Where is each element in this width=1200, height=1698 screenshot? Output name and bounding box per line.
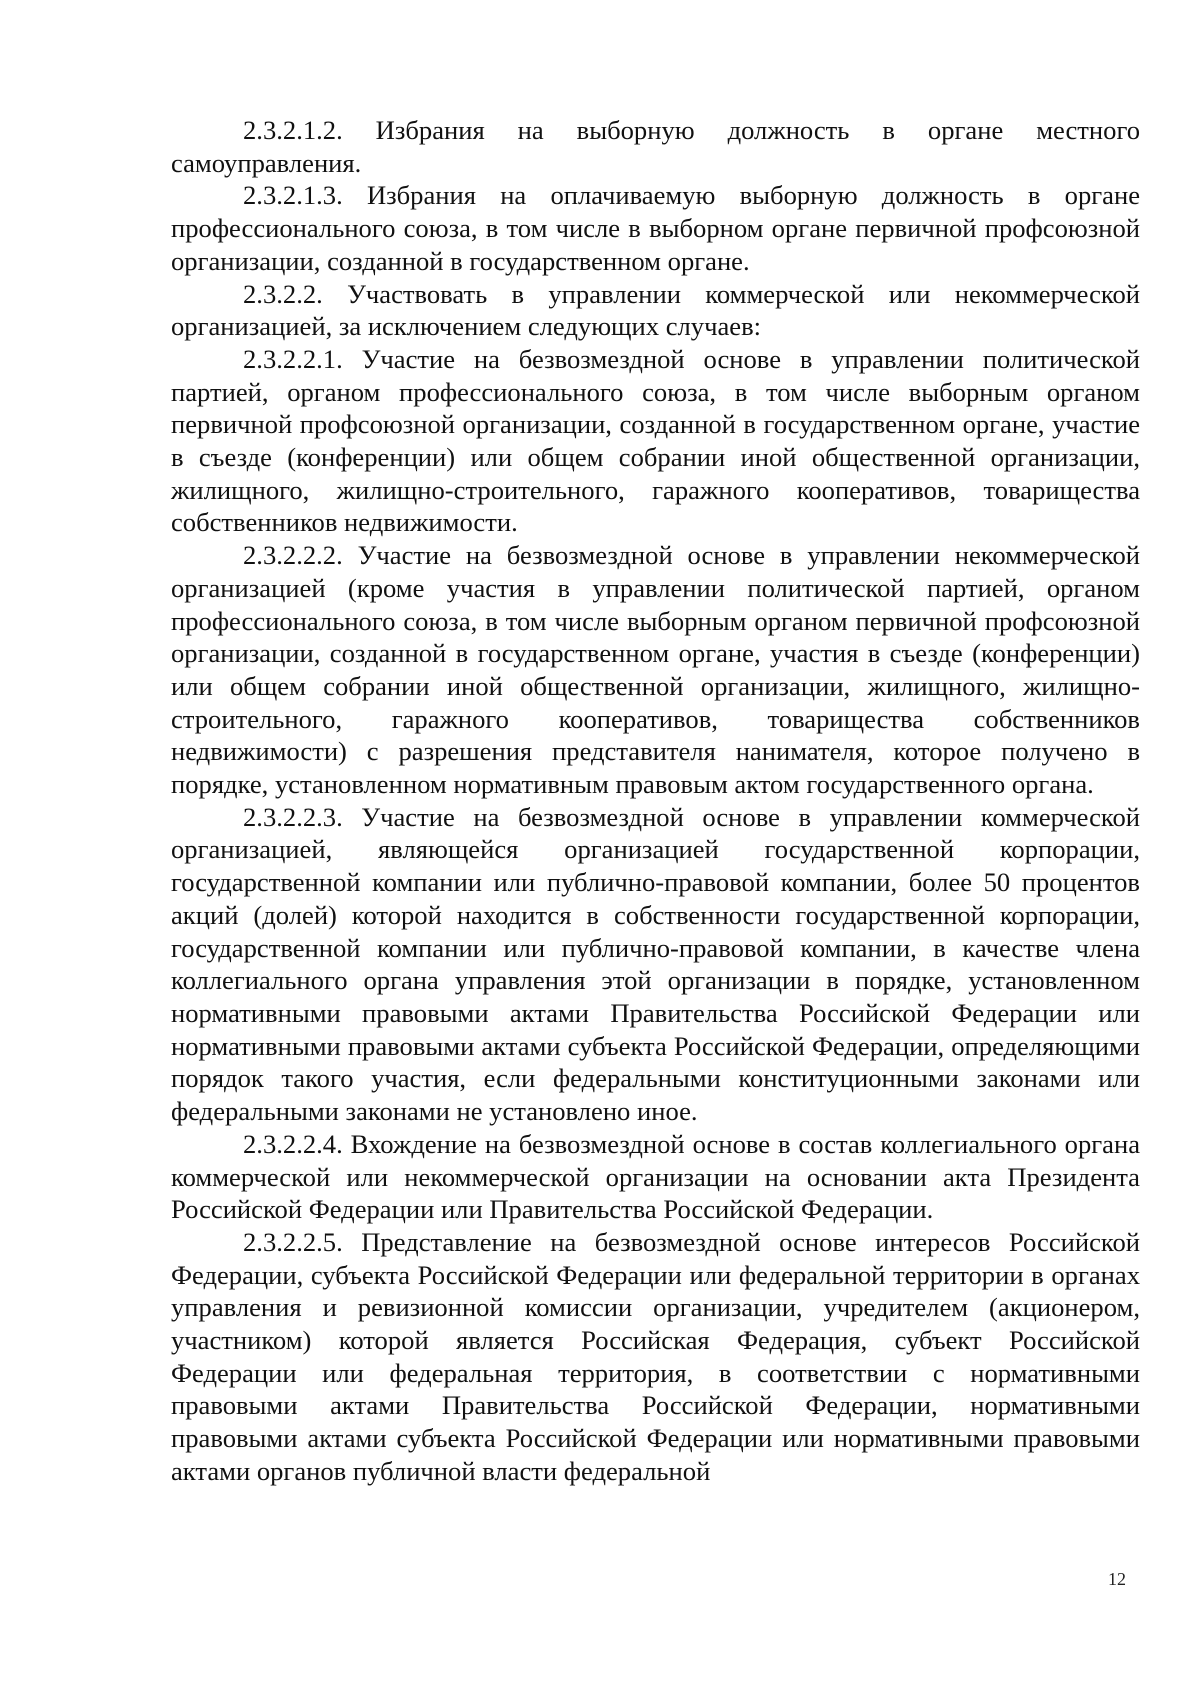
page-number: 12 xyxy=(1108,1569,1126,1589)
paragraph-2-3-2-2-2: 2.3.2.2.2. Участие на безвозмездной основе в управлении некоммерческой организацией (кроме участия в управлении политической партией, органом профессионального союза, в том числе выборным органом первичной профсоюзной организации, созданной в государственном органе, участия в съезде (конференции) или общем собрании иной общественной организации, жилищного, жилищно-строительного, гаражного кооперативов, товарищества собственников недвижимости) с разрешения представителя нанимателя, которое получено в порядке, установленном нормативным правовым актом государственного органа. xyxy=(171,540,1140,800)
paragraph-2-3-2-1-2: 2.3.2.1.2. Избрания на выборную должность в органе местного самоуправления. xyxy=(171,115,1140,178)
page-body xyxy=(171,114,1140,1488)
paragraph-2-3-2-1-3: 2.3.2.1.3. Избрания на оплачиваемую выборную должность в органе профессионального союза, в том числе в выборном органе первичной профсоюзной организации, созданной в государственном органе. xyxy=(171,180,1140,276)
paragraph-2-3-2-2-5: 2.3.2.2.5. Представление на безвозмездной основе интересов Российской Федерации, субъекта Российской Федерации или федеральной территории в органах управления и ревизионной комиссии организации, учредителем (акционером, участником) которой является Российская Федерация, субъект Российской Федерации или федеральная территория, в соответствии с нормативными правовыми актами Правительства Российской Федерации, нормативными правовыми актами субъекта Российской Федерации или нормативными правовыми актами органов публичной власти федеральной xyxy=(171,1226,1140,1486)
paragraph-2-3-2-2-4: 2.3.2.2.4. Вхождение на безвозмездной основе в состав коллегиального органа коммерческой или некоммерческой организации на основании акта Президента Российской Федерации или Правительства Российской Федерации. xyxy=(171,1128,1140,1225)
paragraph-2-3-2-2-1: 2.3.2.2.1. Участие на безвозмездной основе в управлении политической партией, органом профессионального союза, в том числе выборным органом первичной профсоюзной организации, созданной в государственном органе, участие в съезде (конференции) или общем собрании иной общественной организации, жилищного, жилищно-строительного, гаражного кооперативов, товарищества собственников недвижимости. xyxy=(171,343,1140,538)
paragraph-2-3-2-2-3: 2.3.2.2.3. Участие на безвозмездной основе в управлении коммерческой организацией, являющейся организацией государственной корпорации, государственной компании или публично-правовой компании, более 50 процентов акций (долей) которой находится в собственности государственной корпорации, государственной компании или публично-правовой компании, в качестве члена коллегиального органа управления этой организации в порядке, установленном нормативными правовыми актами Правительства Российской Федерации или нормативными правовыми актами субъекта Российской Федерации, определяющими порядок такого участия, если федеральными конституционными законами или федеральными законами не установлено иное. xyxy=(171,801,1140,1127)
paragraph-2-3-2-2: 2.3.2.2. Участвовать в управлении коммерческой или некоммерческой организацией, за исключением следующих случаев: xyxy=(171,278,1140,342)
